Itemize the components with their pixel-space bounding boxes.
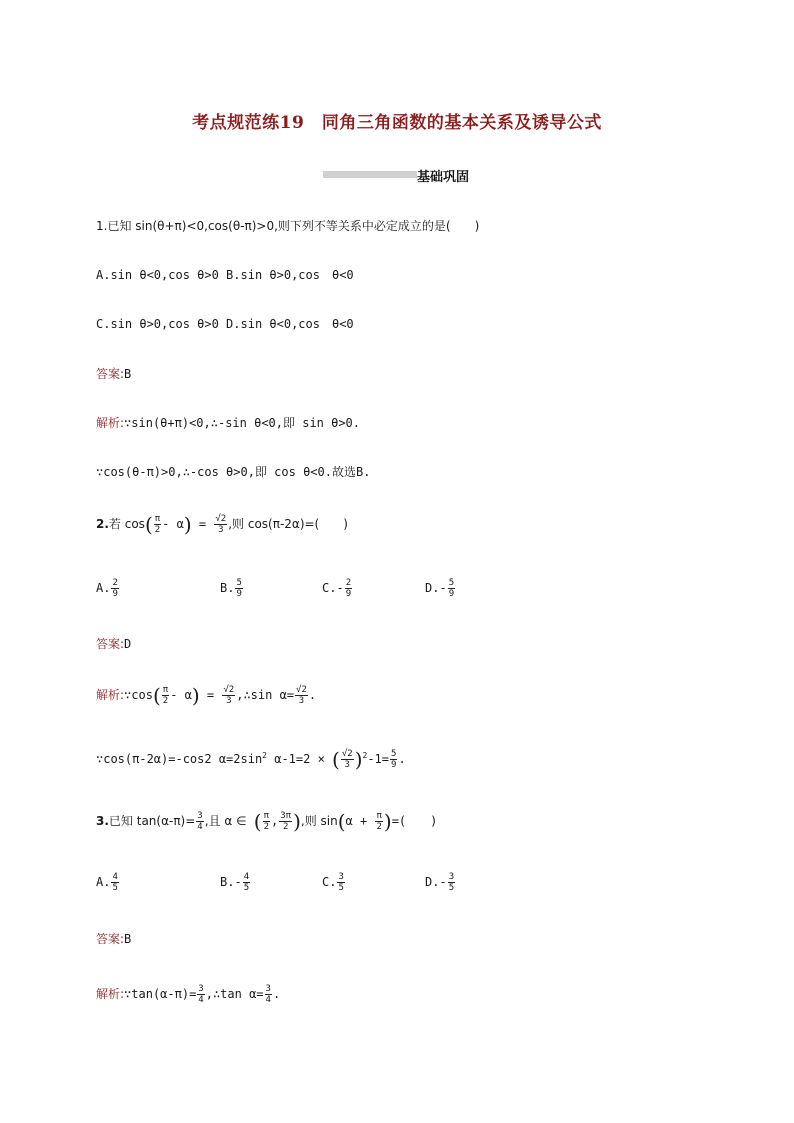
q2-answer: 答案:D bbox=[96, 637, 132, 651]
q2-option-a: A. $\frac{2}{9}$ bbox=[96, 578, 118, 599]
q3-stem: 3.已知 tan(α-π)= $\frac{3}{4}$ ,且 α ∈ ( $\frac{\pi}{2}$ , $\frac{3\pi}{2}$ ),则 sin(α + $\frac{\pi}{2}$ )=( ) bbox=[96, 809, 438, 834]
q3-option-c: C. $\frac{3}{5}$ bbox=[322, 872, 344, 893]
q1-analysis-1 bbox=[96, 415, 360, 431]
q1-options-ab: A.sin θ<0,cos θ>0 B.sin θ>0,cos θ<0 bbox=[96, 268, 354, 282]
q3-option-d: D.- $\frac{3}{5}$ bbox=[425, 872, 455, 893]
section-bar bbox=[323, 171, 417, 178]
q3-analysis: 解析:∵tan(α-π)= $\frac{3}{4}$ ,∴tan α= $\frac{3}{4}$ . bbox=[96, 984, 281, 1005]
question-number: 2. bbox=[96, 517, 109, 531]
page-title: 考点规范练19 同角三角函数的基本关系及诱导公式 bbox=[192, 113, 602, 133]
q1-options-cd: C.sin θ>0,cos θ>0 D.sin θ<0,cos θ<0 bbox=[96, 317, 354, 331]
fraction: $\frac{\pi}{2}$ bbox=[154, 514, 161, 535]
q2-stem: 2.若 cos( $\frac{\pi}{2}$ - α) = $\frac{√2}{3}$ ,则 cos(π-2α)=( ) bbox=[96, 512, 348, 537]
answer-label: 答案: bbox=[96, 367, 125, 381]
section-heading: 基础巩固 bbox=[417, 170, 470, 185]
analysis-text: ∵sin(θ+π)<0,∴-sin θ<0,即 sin θ>0. bbox=[124, 416, 361, 430]
q2-option-d: D.- $\frac{5}{9}$ bbox=[425, 578, 455, 599]
fraction: $\frac{√2}{3}$ bbox=[215, 514, 227, 535]
q3-option-a: A. $\frac{4}{5}$ bbox=[96, 872, 118, 893]
q2-analysis-1: 解析:∵cos( $\frac{\pi}{2}$ - α) = $\frac{√2}{3}$ ,∴sin α= $\frac{√2}{3}$ . bbox=[96, 683, 317, 708]
q3-option-b: B.- $\frac{4}{5}$ bbox=[220, 872, 250, 893]
q1-answer bbox=[96, 366, 131, 382]
q3-answer: 答案:B bbox=[96, 932, 132, 946]
answer-value: B bbox=[124, 367, 132, 381]
q2-analysis-2: ∵cos(π-2α)=-cos2 $\alpha=2\sin^2$ α-1=2 × ( $\frac{√2}{3}$ )$^2$-1= $\frac{5}{9}$ . bbox=[96, 747, 406, 772]
analysis-label: 解析: bbox=[96, 416, 125, 430]
q2-option-b: B. $\frac{5}{9}$ bbox=[220, 578, 242, 599]
q1-analysis-2: ∵cos(θ-π)>0,∴-cos θ>0,即 cos θ<0.故选B. bbox=[96, 465, 371, 479]
q2-option-c: C.- $\frac{2}{9}$ bbox=[322, 578, 352, 599]
q1-stem: 1.已知 sin(θ+π)<0,cos(θ-π)>0,则下列不等关系中必定成立的是( ) bbox=[96, 219, 480, 233]
